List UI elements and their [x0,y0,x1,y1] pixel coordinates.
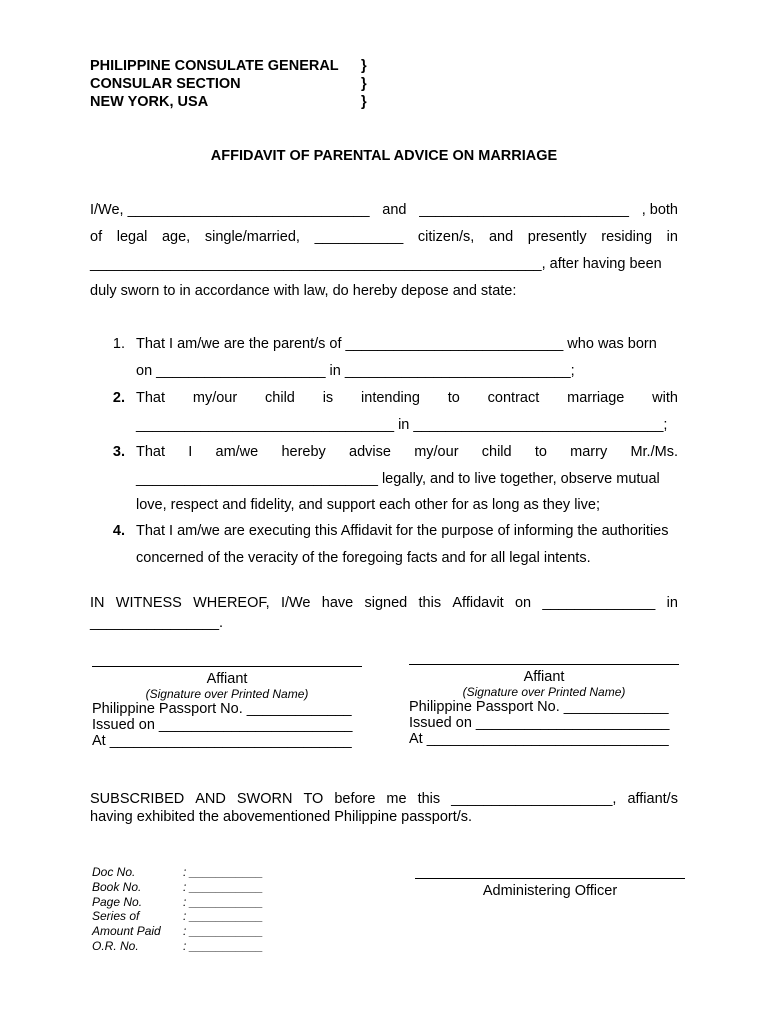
header-brace-1: } [361,58,367,74]
header-line-2: CONSULAR SECTION [90,76,241,92]
doc-no-label: Doc No. [92,865,136,879]
item-3-line-2: ______________________________ legally, and to live together, observe mutual [136,471,660,487]
doc-no-value: : ___________ [183,865,264,879]
administering-officer-signature [415,878,685,899]
issued-at-field: At ______________________________ [92,733,352,749]
affiant-signature-left [92,666,362,749]
book-no-value: : ___________ [183,880,264,894]
affiant-signature-right [409,664,679,747]
header-brace-2: } [361,76,367,92]
affiant-sub-label: (Signature over Printed Name) [145,687,309,701]
header-line-1: PHILIPPINE CONSULATE GENERAL [90,58,339,74]
amount-paid-label: Amount Paid [92,924,161,938]
header-brace-3: } [361,94,367,110]
subscribed-line-1: SUBSCRIBED AND SWORN TO before me this ____________________, affiant/s [90,791,678,807]
witness-line-1: IN WITNESS WHEREOF, I/We have signed this Affidavit on ______________ in [90,595,678,611]
series-of-value: : ___________ [183,909,264,923]
series-of-label: Series of [92,909,140,923]
issued-at-field: At ______________________________ [409,731,669,747]
header-line-3: NEW YORK, USA [90,94,209,110]
item-2-line-2: ________________________________ in _______________________________; [136,417,668,433]
item-3-line-1: That I am/we hereby advise my/our child to marry Mr./Ms. [136,444,678,460]
item-number: 1. [112,336,125,352]
item-2-line-1: That my/our child is intending to contract marriage with [136,390,678,406]
item-1-line-1: That I am/we are the parent/s of ___________________________ who was born [136,336,657,352]
item-4-line-2: concerned of the veracity of the foregoing facts and for all legal intents. [136,550,591,566]
passport-number-field: Philippine Passport No. _____________ [409,699,669,715]
item-number: 3. [112,444,125,460]
issued-on-field: Issued on ________________________ [92,717,353,733]
witness-line-2: ________________. [90,615,224,631]
document-title: AFFIDAVIT OF PARENTAL ADVICE ON MARRIAGE [210,148,558,164]
issued-on-field: Issued on ________________________ [409,715,670,731]
item-3-line-3: love, respect and fidelity, and support each other for as long as they live; [136,497,600,513]
signature-line [92,666,362,667]
intro-line-4: duly sworn to in accordance with law, do hereby depose and state: [90,283,517,299]
item-number: 2. [112,390,125,406]
intro-line-2: of legal age, single/married, ___________ citizen/s, and presently residing in [90,229,678,245]
book-no-label: Book No. [92,880,142,894]
page-no-label: Page No. [92,895,143,909]
administering-officer-label: Administering Officer [482,883,618,899]
subscribed-line-2: having exhibited the abovementioned Philippine passport/s. [90,809,473,825]
intro-line-3: ________________________________________________________, after having been [90,256,662,272]
affiant-sub-label: (Signature over Printed Name) [462,685,626,699]
signature-line [409,664,679,665]
or-no-value: : ___________ [183,939,264,953]
page-no-value: : ___________ [183,895,264,909]
affiant-label: Affiant [206,671,248,687]
item-number: 4. [112,523,125,539]
item-1-line-2: on _____________________ in ____________________________; [136,363,575,379]
affiant-label: Affiant [523,669,565,685]
or-no-label: O.R. No. [92,939,139,953]
item-4-line-1: That I am/we are executing this Affidavit for the purpose of informing the authorities [136,523,669,539]
passport-number-field: Philippine Passport No. _____________ [92,701,352,717]
intro-line-1: I/We, ______________________________ and __________________________ , both [90,202,678,218]
signature-line [415,878,685,879]
amount-paid-value: : ___________ [183,924,264,938]
